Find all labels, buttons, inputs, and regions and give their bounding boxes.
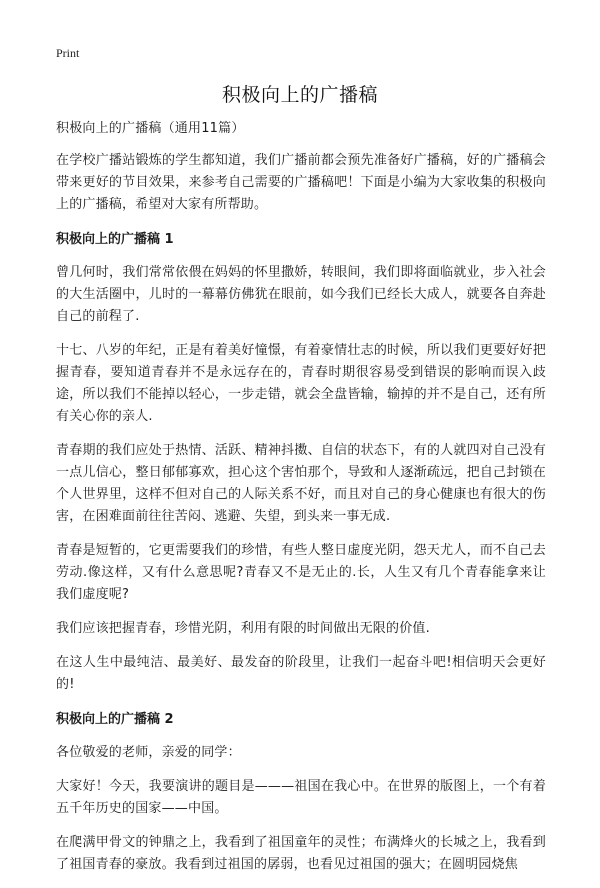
section-paragraph: 曾几何时，我们常常依偎在妈妈的怀里撒娇，转眼间，我们即将面临就业，步入社会的大生活圈中，儿时的一幕幕仿佛犹在眼前，如今我们已经长大成人，就要各自奔赴自己的前程了. <box>56 265 546 324</box>
page-title: 积极向上的广播稿 <box>221 84 378 106</box>
section-paragraph: 在这人生中最纯洁、最美好、最发奋的阶段里，让我们一起奋斗吧!相信明天会更好的! <box>56 655 546 692</box>
section-heading: 积极向上的广播稿 2 <box>56 712 174 727</box>
section-paragraph: 大家好！今天，我要演讲的题目是———祖国在我心中。在世界的版图上，一个有着五千年历史的国家——中国。 <box>56 779 546 816</box>
section-paragraph: 我们应该把握青春，珍惜光阴，利用有限的时间做出无限的价值. <box>56 621 430 636</box>
section-paragraph: 青春期的我们应处于热情、活跃、精神抖擞、自信的状态下，有的人就四对自己没有一点儿信心，整日郁郁寡欢，担心这个害怕那个，导致和人逐渐疏远，把自己封锁在个人世界里，这样不但对自己的人际关系不好，而且对自己的身心健康也有很大的伤害，在困难面前往往苦闷、逃避、失望，到头来一事无成. <box>56 443 546 524</box>
section-paragraph: 十七、八岁的年纪，正是有着美好憧憬，有着豪情壮志的时候，所以我们更要好好把握青春，要知道青春并不是永远存在的，青春时期很容易受到错误的影响而误入歧途，所以我们不能掉以轻心，一步走错，就会全盘皆输，输掉的并不是自己，还有所有关心你的亲人. <box>56 343 546 424</box>
article-subtitle: 积极向上的广播稿（通用11篇） <box>56 121 245 136</box>
section-paragraph: 青春是短暂的，它更需要我们的珍惜，有些人整日虚度光阴，怨天尤人，而不自己去劳动.像这样，又有什么意思呢?青春又不是无止的.长，人生又有几个青春能拿来让我们虚度呢? <box>56 543 546 602</box>
section-paragraph: 在爬满甲骨文的钟鼎之上，我看到了祖国童年的灵性；布满烽火的长城之上，我看到了祖国青春的豪放。我看到过祖国的孱弱，也看见过祖国的强大；在圆明园烧焦 <box>56 835 546 872</box>
print-link[interactable]: Print <box>56 46 80 60</box>
section-heading: 积极向上的广播稿 1 <box>56 232 174 247</box>
section-paragraph: 各位敬爱的老师，亲爱的同学： <box>56 745 241 760</box>
intro-paragraph: 在学校广播站锻炼的学生都知道，我们广播前都会预先准备好广播稿，好的广播稿会带来更好的节目效果，来参考自己需要的广播稿吧！下面是小编为大家收集的积极向上的广播稿，希望对大家有所帮助。 <box>56 153 546 212</box>
article-body <box>56 118 546 888</box>
